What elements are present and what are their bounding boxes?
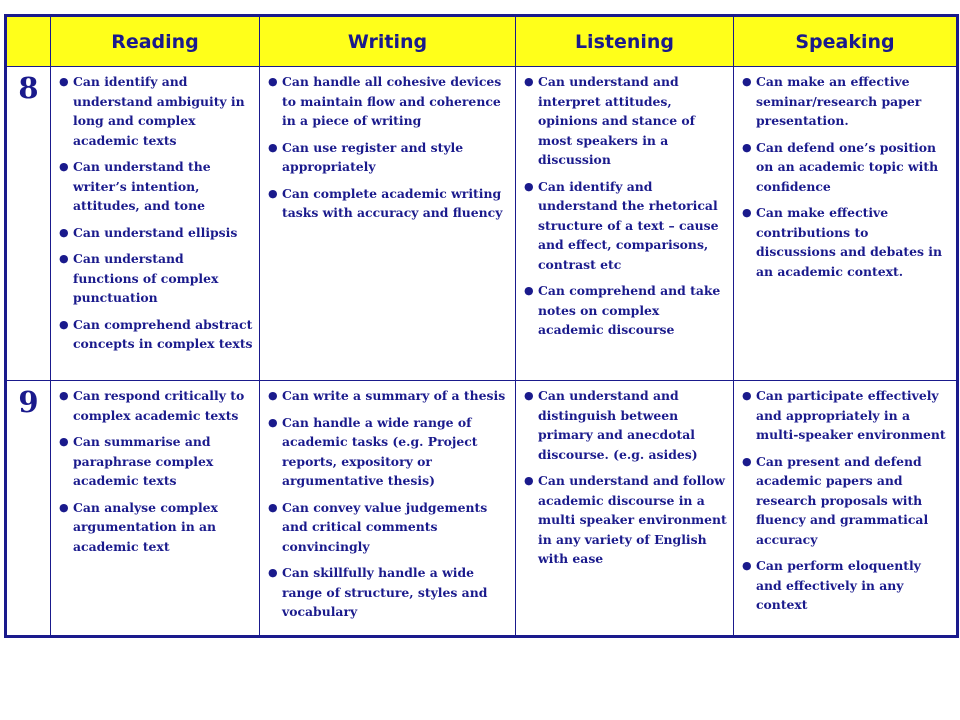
list-item-text: Can understand the writer’s intention, attitudes, and tone xyxy=(73,159,211,213)
header-reading: Reading xyxy=(51,16,260,67)
bullet-list xyxy=(742,72,950,281)
bullet-list xyxy=(268,386,509,622)
list-item-text: Can understand and interpret attitudes, opinions and stance of most speakers in a discussion xyxy=(538,74,696,167)
list-item-text: Can use register and style appropriately xyxy=(282,139,464,174)
listening-cell xyxy=(516,67,734,381)
bullet-list xyxy=(524,72,727,340)
list-item xyxy=(59,315,253,354)
list-item-text: Can understand functions of complex punctuation xyxy=(73,251,219,305)
bullet-icon: ● xyxy=(742,389,752,402)
list-item-text: Can comprehend and take notes on complex academic discourse xyxy=(538,283,721,337)
level-number: 9 xyxy=(6,381,51,637)
header-corner xyxy=(6,16,51,67)
list-item-text: Can write a summary of a thesis xyxy=(282,388,506,403)
speaking-cell xyxy=(734,67,958,381)
list-item xyxy=(59,432,253,491)
bullet-list xyxy=(524,386,727,569)
list-item xyxy=(268,138,509,177)
header-speaking: Speaking xyxy=(734,16,958,67)
list-item xyxy=(59,498,253,557)
descriptor-table xyxy=(4,14,959,638)
bullet-list xyxy=(59,386,253,556)
list-item-text: Can comprehend abstract concepts in complex texts xyxy=(73,316,253,351)
list-item xyxy=(742,138,950,197)
list-item-text: Can perform eloquently and effectively in any context xyxy=(756,558,921,612)
list-item-text: Can handle all cohesive devices to maintain flow and coherence in a piece of writing xyxy=(282,74,502,128)
header-writing: Writing xyxy=(260,16,516,67)
list-item xyxy=(268,72,509,131)
list-item-text: Can make effective contributions to discussions and debates in an academic context. xyxy=(756,205,942,279)
list-item xyxy=(268,498,509,557)
list-item xyxy=(268,413,509,491)
table-row-level-8 xyxy=(6,67,958,381)
bullet-icon: ● xyxy=(742,454,752,468)
list-item xyxy=(524,281,727,340)
list-item-text: Can convey value judgements and critical comments convincingly xyxy=(282,499,488,554)
list-item xyxy=(268,184,509,223)
list-item xyxy=(742,452,950,550)
bullet-icon: ● xyxy=(524,284,534,297)
list-item-text: Can identify and understand ambiguity in long and complex academic texts xyxy=(73,74,245,148)
writing-cell xyxy=(260,67,516,381)
list-item-text: Can understand ellipsis xyxy=(73,224,238,240)
list-item xyxy=(524,386,727,464)
bullet-list xyxy=(268,72,509,223)
bullet-icon: ● xyxy=(59,435,69,448)
bullet-icon: ● xyxy=(524,474,534,487)
bullet-icon: ● xyxy=(59,252,69,265)
list-item xyxy=(524,177,727,275)
bullet-icon: ● xyxy=(742,75,752,88)
reading-cell xyxy=(51,381,260,637)
list-item xyxy=(59,72,253,150)
list-item-text: Can summarise and paraphrase complex academic texts xyxy=(73,434,214,488)
list-item-text: Can complete academic writing tasks with accuracy and fluency xyxy=(282,185,503,220)
bullet-icon: ● xyxy=(268,389,278,402)
list-item-text: Can participate effectively and appropriately in a multi-speaker environment xyxy=(756,388,946,442)
list-item-text: Can defend one’s position on an academic topic with confidence xyxy=(756,139,939,194)
bullet-list xyxy=(59,72,253,354)
bullet-icon: ● xyxy=(524,389,534,402)
speaking-cell xyxy=(734,381,958,637)
list-item-text: Can skillfully handle a wide range of structure, styles and vocabulary xyxy=(282,565,488,619)
bullet-icon: ● xyxy=(742,140,752,154)
bullet-icon: ● xyxy=(268,186,278,200)
header-listening: Listening xyxy=(516,16,734,67)
list-item xyxy=(742,556,950,615)
list-item-text: Can analyse complex argumentation in an academic text xyxy=(73,499,218,554)
list-item xyxy=(268,386,509,406)
listening-cell xyxy=(516,381,734,637)
bullet-icon: ● xyxy=(59,389,69,402)
list-item-text: Can understand and distinguish between primary and anecdotal discourse. (e.g. asides) xyxy=(538,388,698,462)
bullet-icon: ● xyxy=(268,500,278,514)
list-item xyxy=(524,72,727,170)
list-item-text: Can handle a wide range of academic tasks (e.g. Project reports, expository or argumentative thesis) xyxy=(282,414,478,488)
bullet-icon: ● xyxy=(59,75,69,88)
writing-cell xyxy=(260,381,516,637)
bullet-icon: ● xyxy=(524,75,534,88)
list-item-text: Can make an effective seminar/research paper presentation. xyxy=(756,74,922,128)
list-item xyxy=(59,386,253,425)
list-item-text: Can understand and follow academic discourse in a multi speaker environment in any variety of English with ease xyxy=(538,473,727,566)
list-item-text: Can present and defend academic papers and research proposals with fluency and grammatical accuracy xyxy=(756,453,929,547)
list-item xyxy=(268,563,509,622)
list-item xyxy=(59,249,253,308)
bullet-icon: ● xyxy=(268,75,278,88)
bullet-icon: ● xyxy=(268,140,278,154)
bullet-icon: ● xyxy=(59,317,69,331)
level-number: 8 xyxy=(6,67,51,381)
list-item xyxy=(742,203,950,281)
list-item-text: Can respond critically to complex academic texts xyxy=(73,388,245,423)
table-row-level-9 xyxy=(6,381,958,637)
list-item xyxy=(524,471,727,569)
bullet-icon: ● xyxy=(59,225,69,239)
bullet-icon: ● xyxy=(742,559,752,572)
bullet-icon: ● xyxy=(59,500,69,514)
bullet-icon: ● xyxy=(524,179,534,193)
reading-cell xyxy=(51,67,260,381)
list-item xyxy=(59,157,253,216)
bullet-icon: ● xyxy=(268,415,278,429)
header-row xyxy=(6,16,958,67)
bullet-icon: ● xyxy=(742,206,752,219)
bullet-icon: ● xyxy=(268,566,278,579)
list-item xyxy=(742,386,950,445)
bullet-icon: ● xyxy=(59,160,69,173)
list-item xyxy=(59,223,253,243)
list-item xyxy=(742,72,950,131)
list-item-text: Can identify and understand the rhetorical structure of a text – cause and effect, comparisons, contrast etc xyxy=(538,178,719,272)
bullet-list xyxy=(742,386,950,615)
